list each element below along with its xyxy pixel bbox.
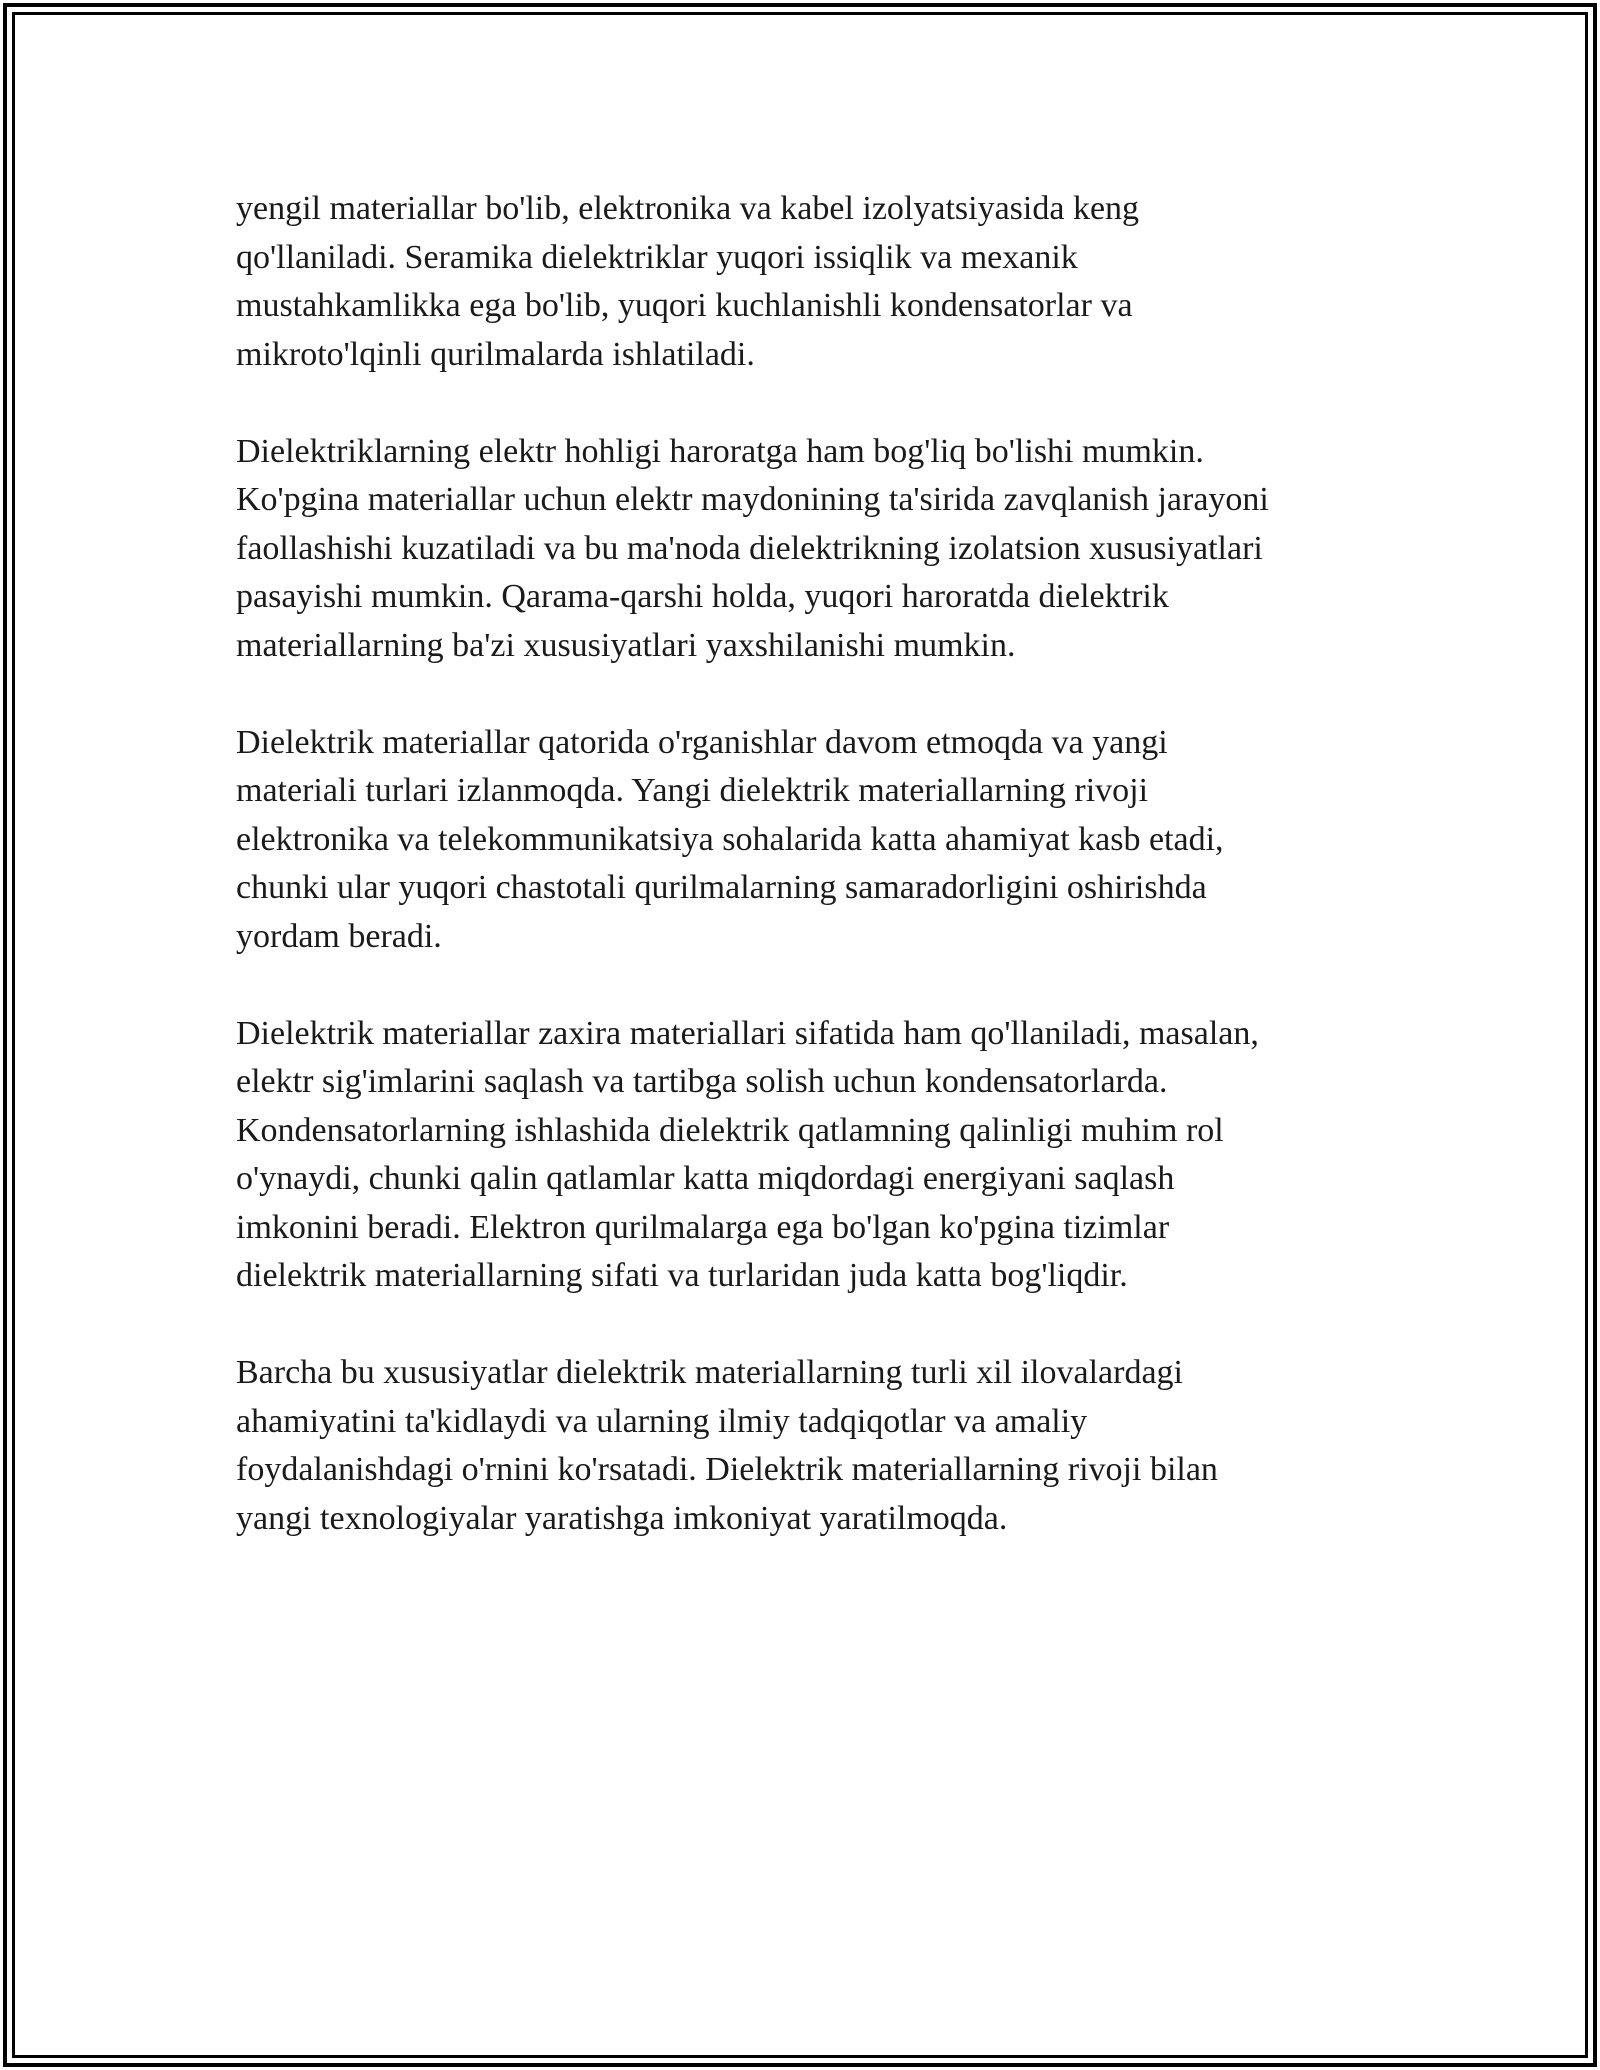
paragraph-1: yengil materiallar bo'lib, elektronika va kabel izolyatsiyasida keng qo'llaniladi. Seramika dielektriklar yuqori issiqlik va mexanik mustahkamlikka ega bo'lib, yuqori kuchlanishli kondensatorlar va mikroto'lqinli qurilmalarda ishlatiladi. bbox=[236, 190, 1140, 373]
paragraph-2: Dielektriklarning elektr hohligi haroratga ham bog'liq bo'lishi mumkin. Ko'pgina materiallar uchun elektr maydonining ta'sirida zavqlanish jarayoni faollashishi kuzatiladi va bu ma'noda dielektrikning izolatsion xususiyatlari pasayishi mumkin. Qarama-qarshi holda, yuqori haroratda dielektrik materiallarning ba'zi xususiyatlari yaxshilanishi mumkin. bbox=[236, 432, 1269, 664]
paragraph-5: Barcha bu xususiyatlar dielektrik materiallarning turli xil ilovalardagi ahamiyatini ta'kidlaydi va ularning ilmiy tadqiqotlar va amaliy foydalanishdagi o'rnini ko'rsatadi. Dielektrik materiallarning rivoji bilan yangi texnologiyalar yaratishga imkoniyat yaratilmoqda. bbox=[236, 1354, 1218, 1537]
paragraph-4: Dielektrik materiallar zaxira materiallari sifatida ham qo'llaniladi, masalan, elektr sig'imlarini saqlash va tartibga solish uchun kondensatorlarda. Kondensatorlarning ishlashida dielektrik qatlamning qalinligi muhim rol o'ynaydi, chunki qalin qatlamlar katta miqdordagi energiyani saqlash imkonini beradi. Elektron qurilmalarga ega bo'lgan ko'pgina tizimlar dielektrik materiallarning sifati va turlaridan juda katta bog'liqdir. bbox=[236, 1014, 1259, 1294]
paragraph-3: Dielektrik materiallar qatorida o'rganishlar davom etmoqda va yangi materiali turlari izlanmoqda. Yangi dielektrik materiallarning rivoji elektronika va telekommunikatsiya sohalarida katta ahamiyat kasb etadi, chunki ular yuqori chastotali qurilmalarning samaradorligini oshirishda yordam beradi. bbox=[236, 723, 1224, 955]
document-body bbox=[236, 185, 1386, 1592]
